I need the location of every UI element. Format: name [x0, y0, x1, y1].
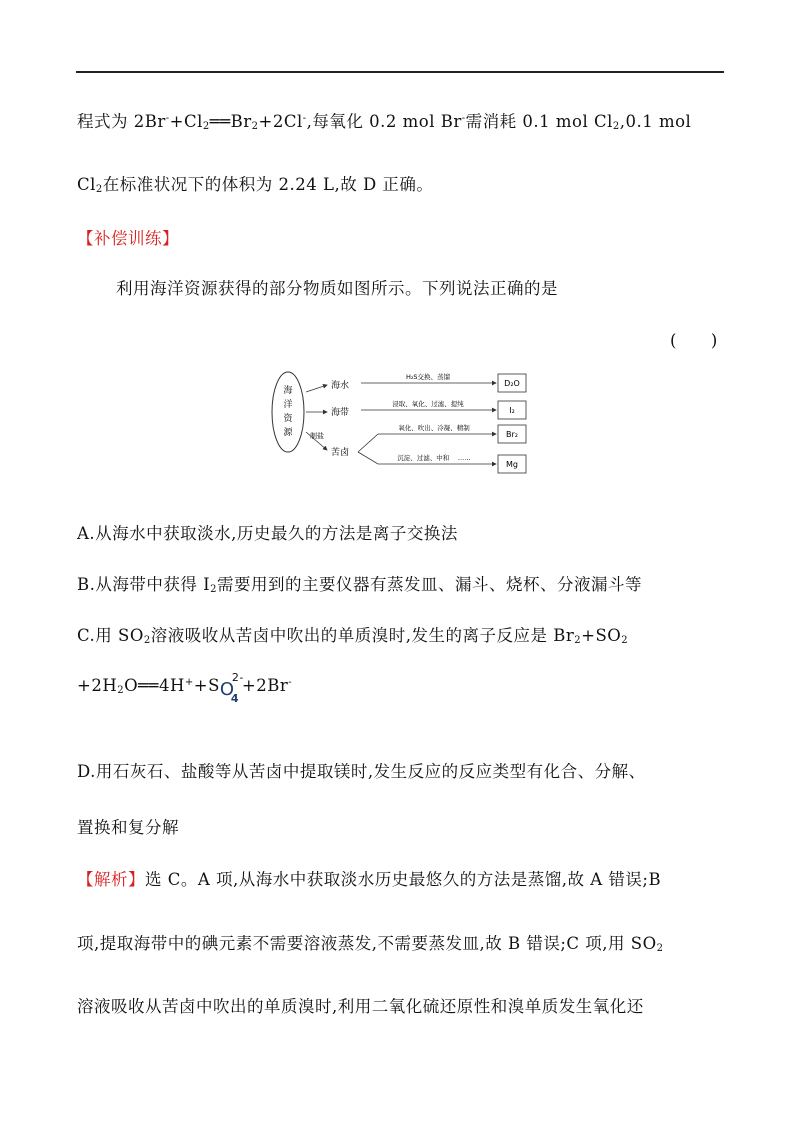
answer-paren: ( ) [670, 331, 718, 350]
prev-line-1: 程式为 $2Br^-+Cl_2══Br_2+2Cl^-$,每氧化 0.2 mol Br-需消耗 0.1 mol $Cl_2,0.1$ mol [77, 112, 692, 132]
option-b: B.从海带中获得 $I_2$需要用到的主要仪器有蒸发皿、漏斗、烧杯、分液漏斗等 [77, 575, 643, 595]
source-kelp: 海带 [331, 408, 350, 418]
process-label: 浸取、氧化、过滤、提纯 [392, 400, 464, 408]
option-d-line-2: 置换和复分解 [77, 818, 179, 837]
section-label: 【补偿训练】 [77, 229, 179, 248]
product-i2: I₂ [509, 406, 515, 415]
analysis-line-3: 溶液吸收从苦卤中吹出的单质溴时,利用二氧化硫还原性和溴单质发生氧化还 [77, 997, 644, 1016]
header-rule [76, 71, 724, 73]
source-seawater: 海水 [331, 381, 350, 391]
make-salt-label: 制盐 [310, 432, 324, 440]
option-d-line-1: D.用石灰石、盐酸等从苦卤中提取镁时,发生反应的反应类型有化合、分解、 [77, 762, 646, 781]
ellipse-char: 洋 [283, 400, 293, 410]
product-d2o: D₂O [504, 379, 520, 388]
sea-resources-diagram [270, 362, 540, 480]
analysis-line-2: 项,提取海带中的碘元素不需要溶液蒸发,不需要蒸发皿,故 B 错误;C 项,用 $SO_2$ [77, 934, 664, 954]
ellipse-char: 资 [283, 414, 293, 424]
ellipse-char: 源 [283, 428, 293, 438]
ocean-resources-ellipse [272, 372, 304, 452]
sulfate-ion: O 4 2- [219, 671, 244, 705]
ellipse-char: 海 [283, 386, 293, 396]
process-label: 氧化、吹出、冷凝、精制 [398, 424, 470, 432]
process-label: 沉淀、过滤、中和 …… [397, 454, 471, 462]
option-c-line-1: C.用 $SO_2$溶液吸收从苦卤中吹出的单质溴时,发生的离子反应是 $Br_2+SO_2$ [77, 626, 629, 646]
product-br2: Br₂ [506, 430, 518, 439]
process-label: H₂S交换、蒸馏 [405, 373, 451, 381]
prev-line-2: $Cl_2$在标准状况下的体积为 2.24 L,故 D 正确。 [77, 175, 434, 195]
analysis-label: 【解析】 [77, 870, 145, 889]
product-mg: Mg [506, 460, 518, 469]
question-text: 利用海洋资源获得的部分物质如图所示。下列说法正确的是 [116, 279, 558, 298]
analysis-line-1: 【解析】选 C。A 项,从海水中获取淡水历史最悠久的方法是蒸馏,故 A 错误;B [77, 870, 662, 889]
option-a: A.从海水中获取淡水,历史最久的方法是离子交换法 [77, 524, 458, 543]
option-c-line-2: $+2H_2O══4H^++S$ O 4 2- +2Br- [77, 671, 293, 705]
source-bittern: 苦卤 [331, 448, 350, 458]
